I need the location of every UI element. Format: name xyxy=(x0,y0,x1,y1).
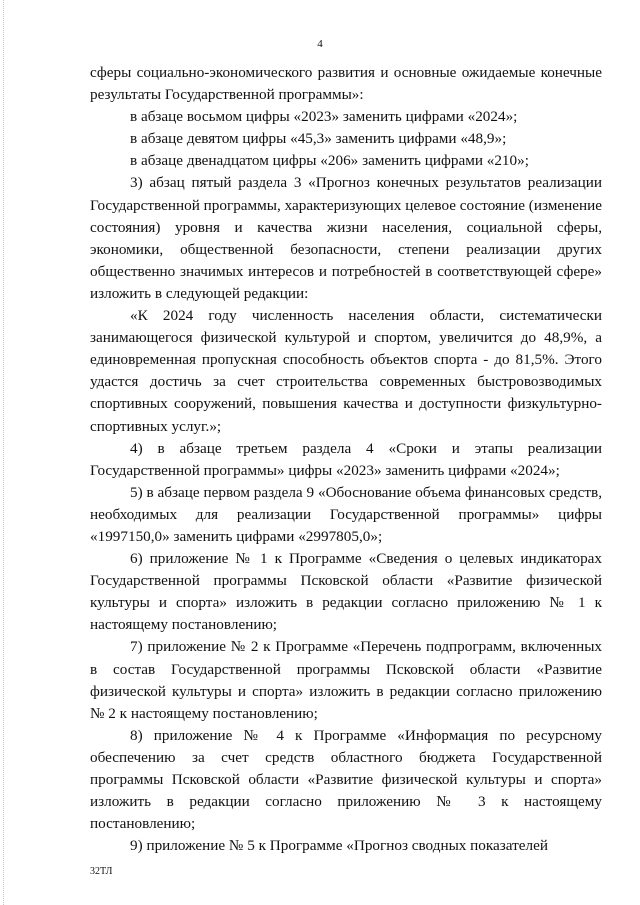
paragraph: в абзаце девятом цифры «45,3» заменить цифрами «48,9»; xyxy=(130,130,507,148)
scan-edge-line xyxy=(3,0,5,905)
document-body xyxy=(90,62,602,857)
paragraph: 8) приложение № 4 к Программе «Информация по ресурсному обеспечению за счет средств областного бюджета Государственной программы Псковской области «Развитие физической культуры и спорта» изложить в редакции согласно приложению № 3 к настоящему постановлению; xyxy=(90,726,602,833)
paragraph: сферы социально-экономического развития и основные ожидаемые конечные результаты Государственной программы»: xyxy=(90,64,602,104)
footer-code: 32ТЛ xyxy=(90,866,113,877)
paragraph: «К 2024 году численность населения области, систематически занимающегося физической культурой и спортом, увеличится до 48,9%, а единовременная пропускная способность объектов спорта - до 81,5%. Этого удастся достичь за счет строительства современных быстровозводимых спортивных сооружений, повышения качества и доступности физкультурно-спортивных услуг.»; xyxy=(90,307,602,435)
paragraph: 3) абзац пятый раздела 3 «Прогноз конечных результатов реализации Государственной программы, характеризующих целевое состояние (изменение состояния) уровня и качества жизни населения, социальной сферы, экономики, общественной безопасности, степени реализации других общественно значимых интересов и потребностей в соответствующей сфере» изложить в следующей редакции: xyxy=(90,174,602,302)
paragraph: в абзаце двенадцатом цифры «206» заменить цифрами «210»; xyxy=(130,152,529,170)
paragraph: 5) в абзаце первом раздела 9 «Обоснование объема финансовых средств, необходимых для реализации Государственной программы» цифры «1997150,0» заменить цифрами «2997805,0»; xyxy=(90,483,602,545)
paragraph: 6) приложение № 1 к Программе «Сведения о целевых индикаторах Государственной программы Псковской области «Развитие физической культуры и спорта» изложить в редакции согласно приложению № 1 к настоящему постановлению; xyxy=(90,550,602,634)
paragraph: 9) приложение № 5 к Программе «Прогноз сводных показателей xyxy=(130,837,548,855)
paragraph: в абзаце восьмом цифры «2023» заменить цифрами «2024»; xyxy=(130,108,518,126)
page-number: 4 xyxy=(317,38,323,50)
paragraph: 7) приложение № 2 к Программе «Перечень подпрограмм, включенных в состав Государственной программы Псковской области «Развитие физической культуры и спорта» изложить в редакции согласно приложению № 2 к настоящему постановлению; xyxy=(90,638,602,722)
paragraph: 4) в абзаце третьем раздела 4 «Сроки и этапы реализации Государственной программы» цифры «2023» заменить цифрами «2024»; xyxy=(90,439,602,479)
